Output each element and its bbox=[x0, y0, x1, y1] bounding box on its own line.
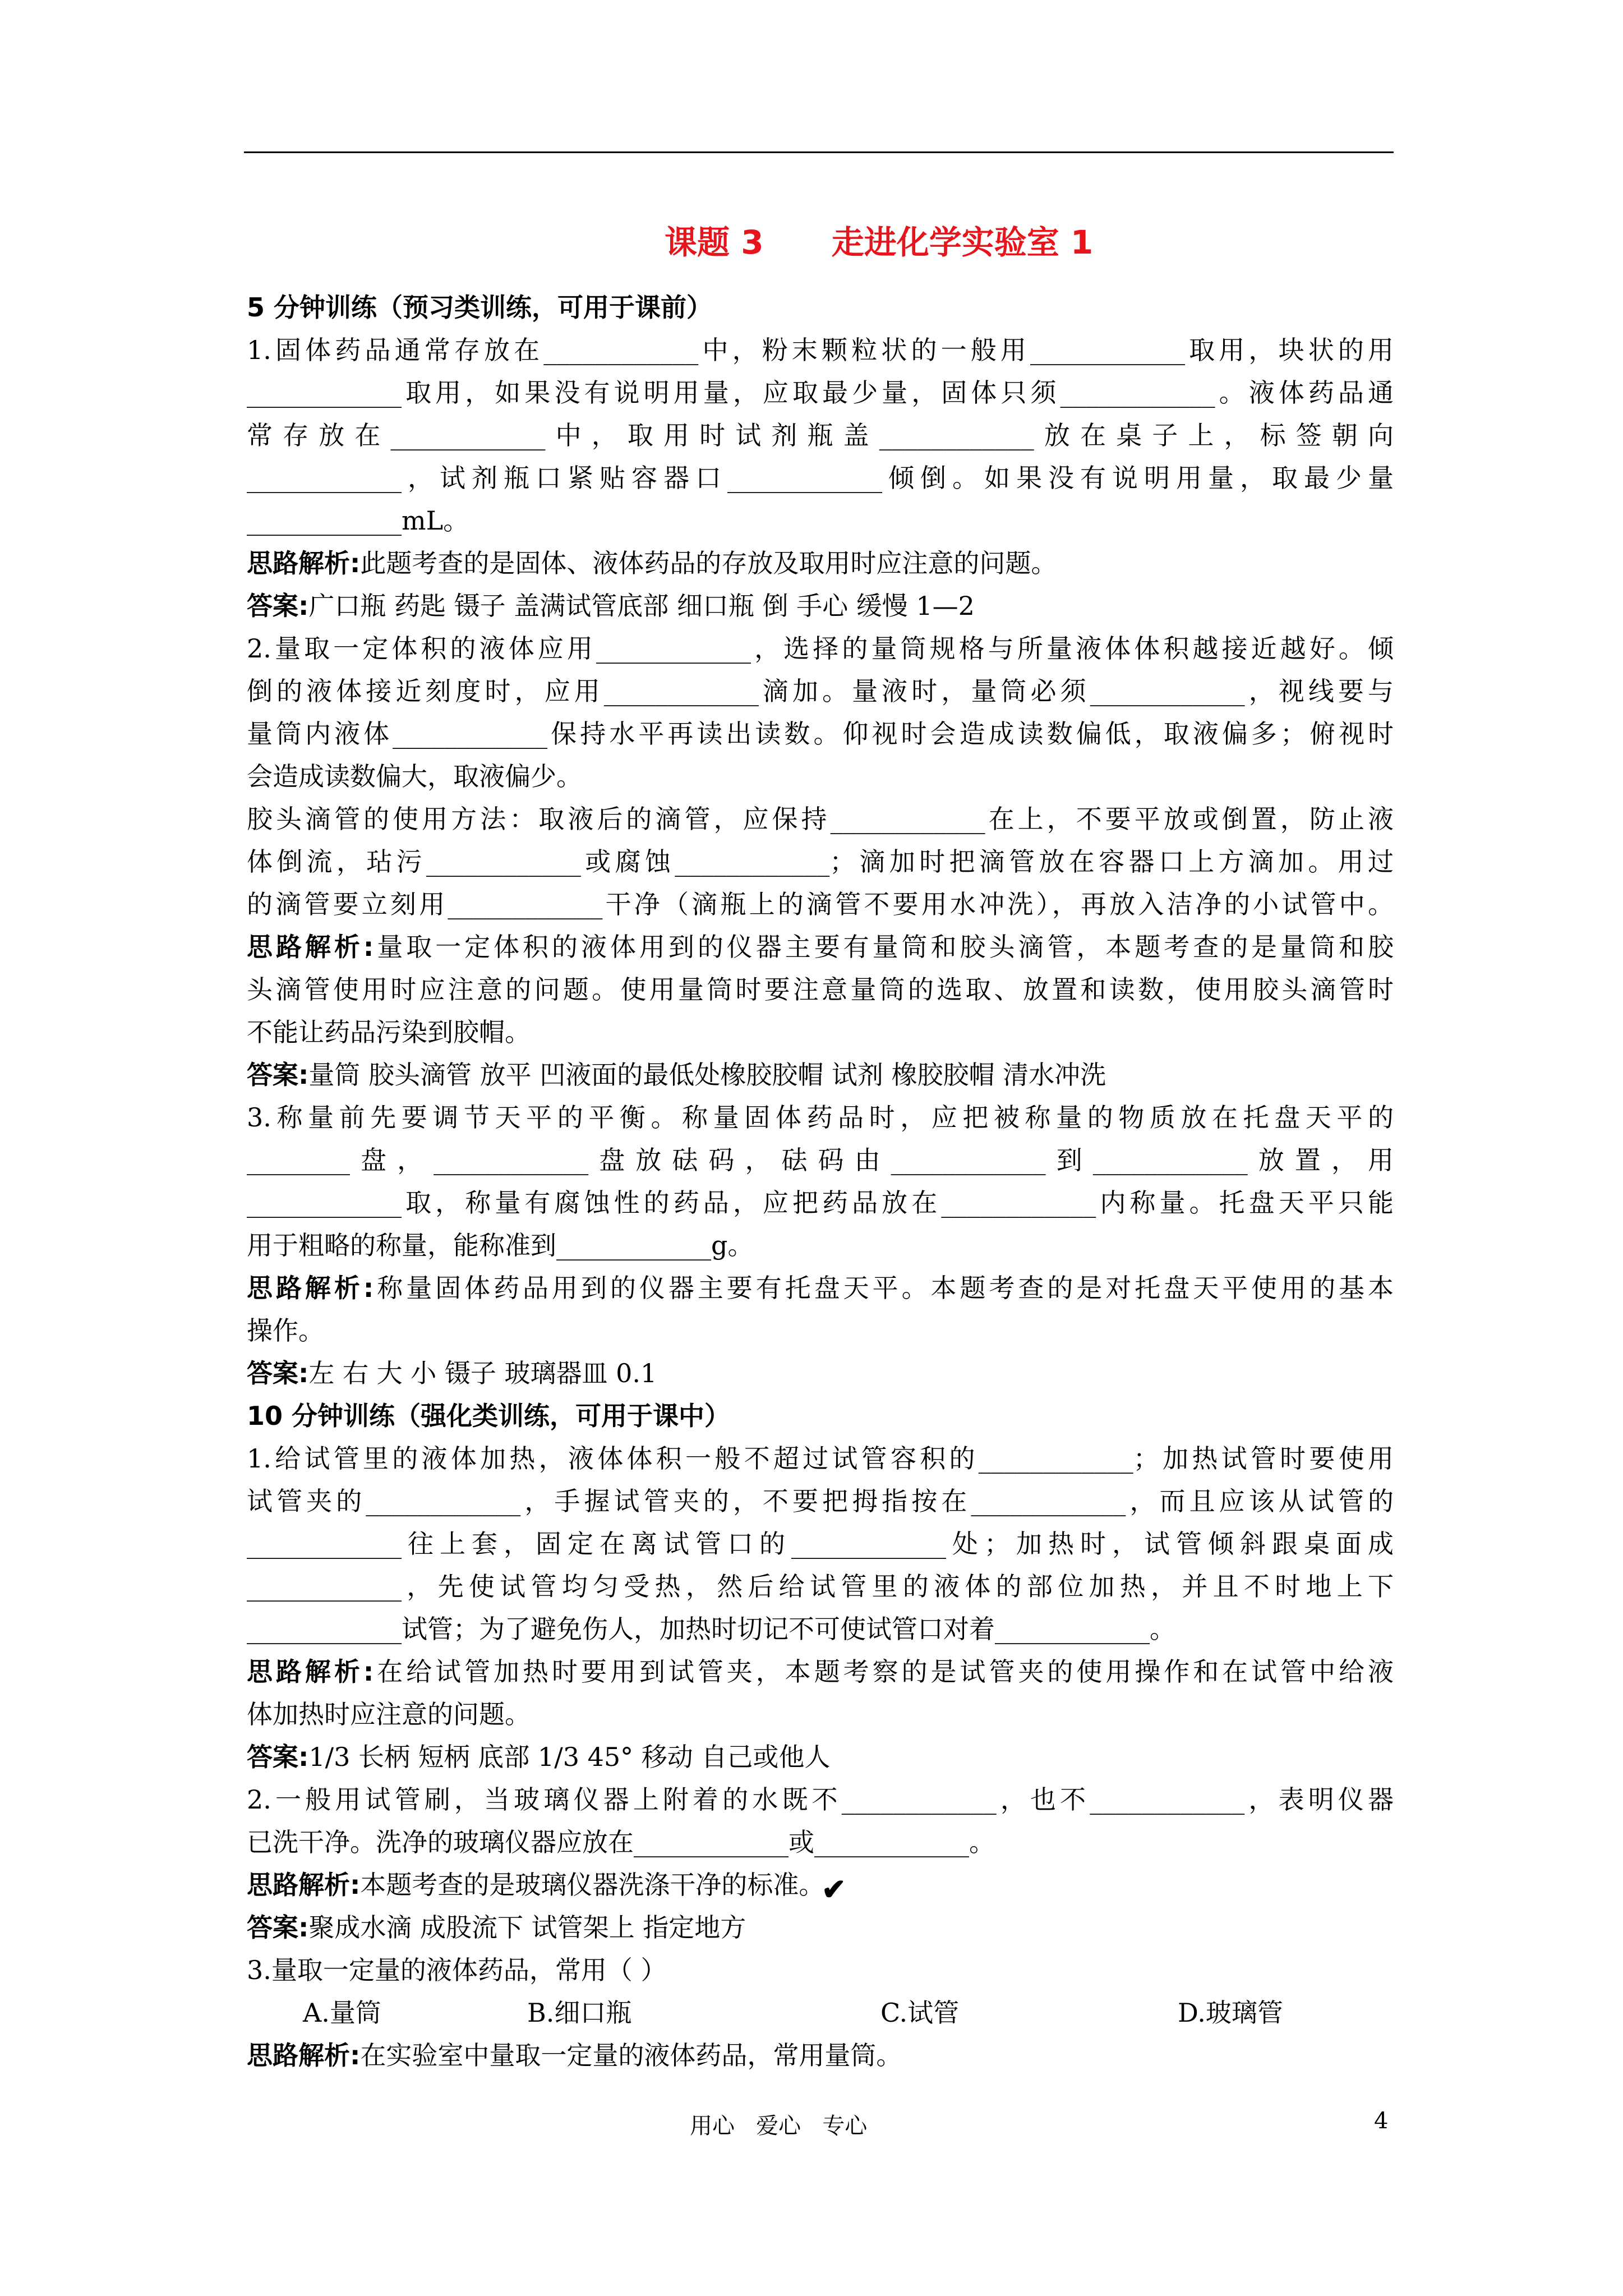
line-text: 在给试管加热时要用到试管夹，本题考察的是试管夹的使用操作和在试管中给液 bbox=[374, 1657, 1394, 1687]
choice-option: B.细口瓶 bbox=[527, 1998, 632, 2028]
text-line: ____________试管；为了避免伤人，加热时切记不可使试管口对着____________。 bbox=[247, 1614, 1175, 1644]
text-line: 3.量取一定量的液体药品，常用（ ） bbox=[247, 1955, 667, 1985]
text-line: ________盘，____________盘放砝码，砝码由____________到____________放置，用 bbox=[247, 1145, 1394, 1175]
text-line: 2.量取一定体积的液体应用____________，选择的量筒规格与所量液体体积越接近越好。倾 bbox=[247, 633, 1394, 664]
answer-line bbox=[247, 1906, 1394, 1949]
text-line: 胶头滴管的使用方法：取液后的滴管，应保持____________在上，不要平放或倒置，防止液 bbox=[247, 804, 1394, 834]
text-line: 操作。 bbox=[247, 1315, 324, 1346]
choice-option: D.玻璃管 bbox=[1178, 1998, 1283, 2028]
analysis-line bbox=[247, 926, 1394, 968]
line-label: 思路解析: bbox=[247, 1870, 361, 1900]
analysis-line bbox=[247, 1267, 1394, 1309]
text-line: 的滴管要立刻用____________干净（滴瓶上的滴管不要用水冲洗），再放入洁净的小试管中。 bbox=[247, 889, 1394, 919]
analysis-line bbox=[247, 2034, 1394, 2077]
line-text: 量筒 胶头滴管 放平 凹液面的最低处橡胶胶帽 试剂 橡胶胶帽 清水冲洗 bbox=[308, 1060, 1106, 1090]
text-line: 会造成读数偏大，取液偏少。 bbox=[247, 761, 582, 792]
header-rule bbox=[244, 151, 1394, 153]
line-text: 左 右 大 小 镊子 玻璃器皿 0.1 bbox=[308, 1358, 657, 1388]
text-line: ____________往上套，固定在离试管口的____________处；加热时，试管倾斜跟桌面成 bbox=[247, 1529, 1394, 1559]
text-line: 试管夹的____________，手握试管夹的，不要把拇指按在____________，而且应该从试管的 bbox=[247, 1486, 1394, 1516]
choice-options bbox=[247, 1991, 1394, 2034]
line-text: 在实验室中量取一定量的液体药品，常用量筒。 bbox=[360, 2040, 902, 2070]
line-text: 量取一定体积的液体用到的仪器主要有量筒和胶头滴管，本题考查的是量筒和胶 bbox=[374, 932, 1394, 962]
line-label: 思路解析: bbox=[247, 932, 374, 962]
line-label: 思路解析: bbox=[247, 548, 361, 578]
text-line: 已洗干净。洗净的玻璃仪器应放在____________或____________。 bbox=[247, 1827, 995, 1857]
section-heading: 10 分钟训练（强化类训练，可用于课中） bbox=[247, 1401, 731, 1431]
analysis-line bbox=[247, 542, 1394, 585]
line-text: 称量固体药品用到的仪器主要有托盘天平。本题考查的是对托盘天平使用的基本 bbox=[374, 1273, 1394, 1303]
answer-line bbox=[247, 1053, 1394, 1096]
line-label: 答案: bbox=[247, 1060, 309, 1090]
page-title: 课题 3 走进化学实验室 1 bbox=[665, 223, 1094, 261]
line-text: 此题考查的是固体、液体药品的存放及取用时应注意的问题。 bbox=[360, 548, 1057, 578]
answer-line bbox=[247, 1352, 1394, 1395]
line-label: 答案: bbox=[247, 1358, 309, 1388]
text-line: 不能让药品污染到胶帽。 bbox=[247, 1017, 531, 1047]
text-line: 倒的液体接近刻度时，应用____________滴加。量液时，量筒必须____________，视线要与 bbox=[247, 676, 1394, 706]
choice-option: C.试管 bbox=[880, 1998, 960, 2028]
text-line: 1.给试管里的液体加热，液体体积一般不超过试管容积的____________；加热试管时要使用 bbox=[247, 1443, 1394, 1474]
choice-option: A.量筒 bbox=[303, 1998, 381, 2028]
line-label: 思路解析: bbox=[247, 2040, 361, 2070]
section-heading: 5 分钟训练（预习类训练，可用于课前） bbox=[247, 292, 713, 323]
page-number: 4 bbox=[1374, 2108, 1389, 2134]
line-label: 答案: bbox=[247, 1912, 309, 1943]
line-text: 聚成水滴 成股流下 试管架上 指定地方 bbox=[308, 1912, 746, 1943]
text-line: ____________取，称量有腐蚀性的药品，应把药品放在____________内称量。托盘天平只能 bbox=[247, 1188, 1394, 1218]
document-body bbox=[247, 286, 1394, 2077]
text-line: 用于粗略的称量，能称准到____________g。 bbox=[247, 1230, 754, 1260]
line-text: 1/3 长柄 短柄 底部 1/3 45° 移动 自己或他人 bbox=[308, 1742, 831, 1772]
text-line: 体加热时应注意的问题。 bbox=[247, 1699, 531, 1729]
analysis-line bbox=[247, 1864, 1394, 1906]
text-line: ____________，试剂瓶口紧贴容器口____________倾倒。如果没有说明用量，取最少量 bbox=[247, 463, 1394, 493]
line-text: 本题考查的是玻璃仪器洗涤干净的标准。 bbox=[360, 1870, 825, 1900]
line-label: 思路解析: bbox=[247, 1273, 374, 1303]
text-line: 2.一般用试管刷，当玻璃仪器上附着的水既不____________，也不____________，表明仪器 bbox=[247, 1784, 1394, 1815]
checkmark-icon: ✔ bbox=[822, 1872, 846, 1907]
answer-line bbox=[247, 585, 1394, 627]
text-line: ____________mL。 bbox=[247, 505, 469, 536]
text-line: 常存放在____________中，取用时试剂瓶盖____________放在桌子上，标签朝向 bbox=[247, 420, 1394, 450]
text-line: 3.称量前先要调节天平的平衡。称量固体药品时，应把被称量的物质放在托盘天平的 bbox=[247, 1102, 1394, 1133]
line-label: 答案: bbox=[247, 591, 309, 621]
line-label: 思路解析: bbox=[247, 1657, 374, 1687]
text-line: 量筒内液体____________保持水平再读出读数。仰视时会造成读数偏低，取液偏多；俯视时 bbox=[247, 719, 1394, 749]
line-label: 答案: bbox=[247, 1742, 309, 1772]
line-text: 广口瓶 药匙 镊子 盖满试管底部 细口瓶 倒 手心 缓慢 1—2 bbox=[308, 591, 975, 621]
page-footer: 用心 爱心 专心 bbox=[690, 2113, 868, 2139]
text-line: ____________，先使试管均匀受热，然后给试管里的液体的部位加热，并且不时地上下 bbox=[247, 1571, 1394, 1602]
analysis-line bbox=[247, 1650, 1394, 1693]
text-line: 体倒流，玷污____________或腐蚀____________；滴加时把滴管放在容器口上方滴加。用过 bbox=[247, 846, 1394, 877]
text-line: 1.固体药品通常存放在____________中，粉末颗粒状的一般用____________取用，块状的用 bbox=[247, 335, 1394, 365]
text-line: ____________取用，如果没有说明用量，应取最少量，固体只须____________。液体药品通 bbox=[247, 378, 1394, 408]
answer-line bbox=[247, 1736, 1394, 1778]
text-line: 头滴管使用时应注意的问题。使用量筒时要注意量筒的选取、放置和读数，使用胶头滴管时 bbox=[247, 974, 1394, 1005]
